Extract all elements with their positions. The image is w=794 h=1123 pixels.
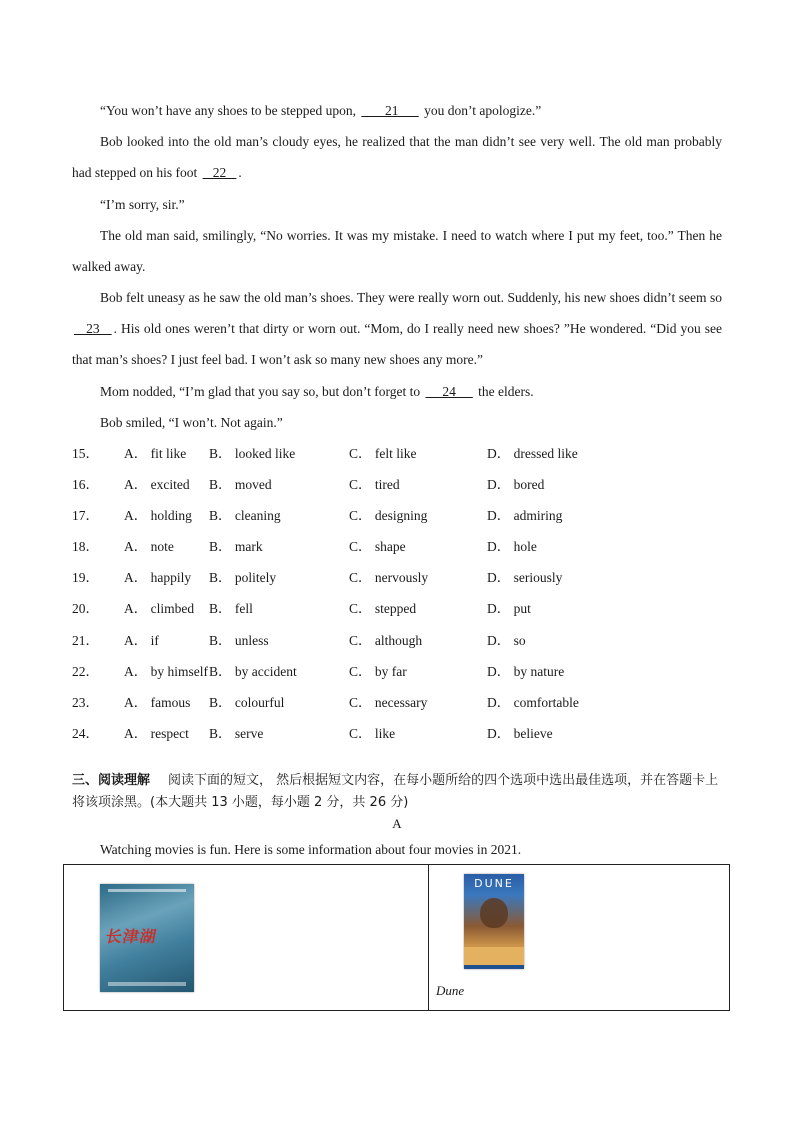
question-number: 17． <box>72 508 99 523</box>
question-row <box>72 693 722 713</box>
option-c: C． stepped <box>349 601 417 616</box>
option-a: A． excited <box>124 477 190 492</box>
option-d: D． hole <box>487 539 537 554</box>
movie-cell-1 <box>64 865 429 1011</box>
option-a: A． fit like <box>124 446 187 461</box>
option-b: B． fell <box>209 601 253 616</box>
question-number: 16． <box>72 477 99 492</box>
movie-poster-1 <box>100 884 194 992</box>
option-a: A． by himself <box>124 664 208 679</box>
reading-section-header <box>72 770 722 814</box>
option-c: C． shape <box>349 539 406 554</box>
section-heading: 三、阅读理解 <box>72 773 151 788</box>
question-row <box>72 599 722 619</box>
option-c: C． designing <box>349 508 428 523</box>
option-c: C． by far <box>349 664 407 679</box>
option-d: D． believe <box>487 726 553 741</box>
movie-cell-2 <box>429 865 730 1011</box>
movie-caption-dune: Dune <box>436 983 465 998</box>
option-c: C． tired <box>349 477 400 492</box>
question-number: 18． <box>72 539 99 554</box>
question-number: 20． <box>72 601 99 616</box>
reading-intro: Watching movies is fun. Here is some information about four movies in 2021. <box>100 842 522 857</box>
section-instruction: 阅读下面的短文， 然后根据短文内容，在每小题所给的四个选项中选出最佳选项，并在答题卡上将该项涂黑。(本大题共 13 小题，每小题 2 分，共 26 分) <box>72 773 719 810</box>
option-a: A． famous <box>124 695 191 710</box>
option-b: B． moved <box>209 477 272 492</box>
option-d: D． so <box>487 633 526 648</box>
passage-paragraph-1: “You won’t have any shoes to be stepped upon, 21 you don’t apologize.” <box>100 103 542 118</box>
option-c: C． although <box>349 633 423 648</box>
question-row <box>72 662 722 682</box>
option-c: C． like <box>349 726 396 741</box>
question-row <box>72 444 722 464</box>
option-b: B． by accident <box>209 664 297 679</box>
option-d: D． comfortable <box>487 695 579 710</box>
question-number: 15． <box>72 446 99 461</box>
option-b: B． cleaning <box>209 508 281 523</box>
poster-title-1: 长津湖 <box>104 927 159 946</box>
option-d: D． dressed like <box>487 446 578 461</box>
passage-paragraph-5: Bob felt uneasy as he saw the old man’s shoes. They were really worn out. Suddenly, his new shoes didn’t seem so 23 . His old ones weren’t that dirty or worn out. “Mom, do I really need new shoes? ”He wondered. “Did you see that man’s shoes? I just feel bad. I won’t ask so many new shoes any more.” <box>72 290 723 367</box>
option-c: C． necessary <box>349 695 428 710</box>
question-row <box>72 475 722 495</box>
option-d: D． admiring <box>487 508 563 523</box>
question-number: 24． <box>72 726 99 741</box>
option-b: B． serve <box>209 726 264 741</box>
passage-paragraph-3: “I’m sorry, sir.” <box>100 197 185 212</box>
question-row <box>72 537 722 557</box>
option-a: A． happily <box>124 570 192 585</box>
option-b: B． colourful <box>209 695 285 710</box>
option-a: A． if <box>124 633 159 648</box>
option-b: B． mark <box>209 539 263 554</box>
passage-paragraph-6: Mom nodded, “I’m glad that you say so, but don’t forget to 24 the elders. <box>100 384 534 399</box>
passage-paragraph-2: Bob looked into the old man’s cloudy eyes, he realized that the man didn’t see very well. The old man probably had stepped on his foot 22 . <box>72 134 722 180</box>
question-number: 21． <box>72 633 99 648</box>
question-row <box>72 568 722 588</box>
blank-22: 22 <box>202 165 237 180</box>
blank-24: 24 <box>425 384 473 399</box>
option-d: D． seriously <box>487 570 563 585</box>
option-b: B． politely <box>209 570 277 585</box>
passage-paragraph-4: The old man said, smilingly, “No worries. It was my mistake. I need to watch where I put my feet, too.” Then he walked away. <box>72 228 722 274</box>
question-number: 23． <box>72 695 99 710</box>
option-a: A． note <box>124 539 174 554</box>
option-c: C． felt like <box>349 446 417 461</box>
option-d: D． bored <box>487 477 545 492</box>
question-number: 22． <box>72 664 99 679</box>
blank-23: 23 <box>74 321 112 336</box>
option-b: B． unless <box>209 633 269 648</box>
question-row <box>72 724 722 744</box>
option-a: A． holding <box>124 508 192 523</box>
poster-title-2: DUNE <box>474 877 514 890</box>
question-row <box>72 506 722 526</box>
option-d: D． put <box>487 601 531 616</box>
option-a: A． respect <box>124 726 189 741</box>
option-a: A． climbed <box>124 601 195 616</box>
option-b: B． looked like <box>209 446 296 461</box>
question-row <box>72 631 722 651</box>
part-label: A <box>392 816 402 831</box>
question-number: 19． <box>72 570 99 585</box>
option-d: D． by nature <box>487 664 565 679</box>
blank-21: 21 <box>361 103 419 118</box>
option-c: C． nervously <box>349 570 429 585</box>
movie-poster-dune <box>464 874 524 969</box>
passage-paragraph-7: Bob smiled, “I won’t. Not again.” <box>100 415 283 430</box>
movie-table <box>63 864 730 1011</box>
